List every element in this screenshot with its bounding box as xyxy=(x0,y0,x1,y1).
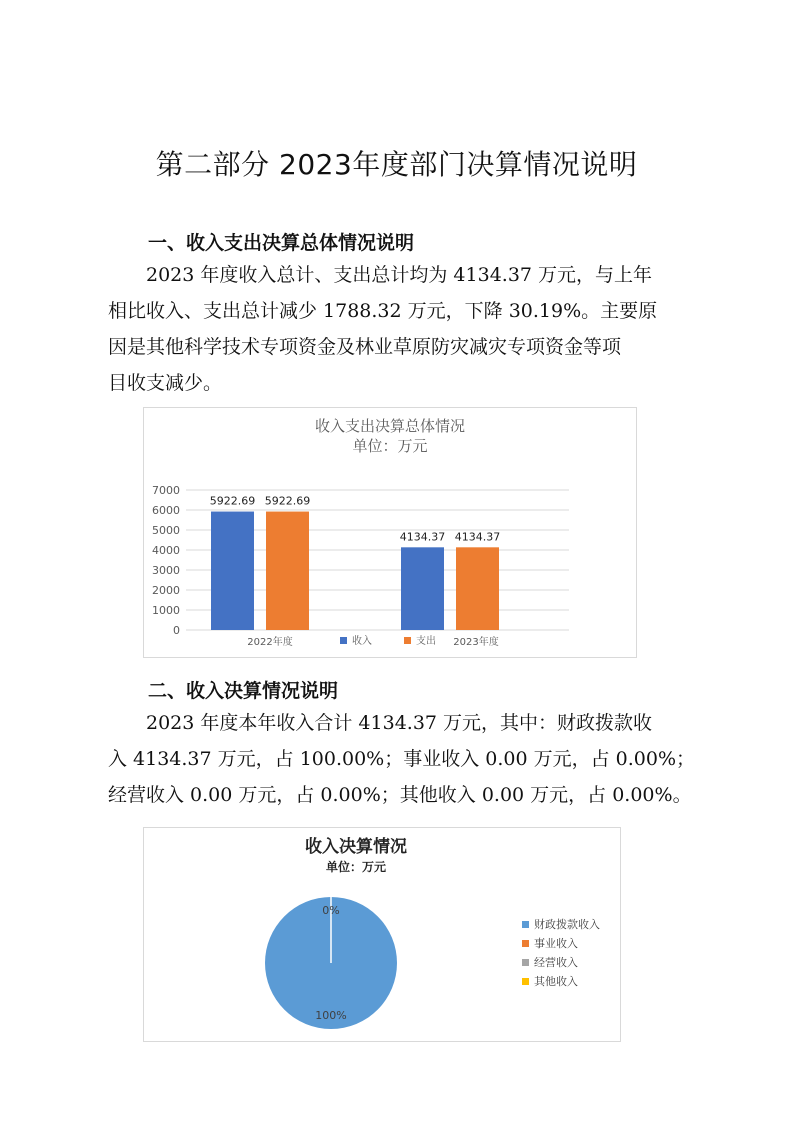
data-label: 4134.37 xyxy=(399,530,446,544)
paragraph-line: 目收支减少。 xyxy=(108,372,223,394)
legend-swatch xyxy=(522,959,529,966)
data-label: 5922.69 xyxy=(209,494,256,508)
bar xyxy=(456,547,499,630)
data-label: 5922.69 xyxy=(264,494,311,508)
bar xyxy=(401,547,444,630)
bar-chart xyxy=(144,408,636,657)
data-label: 4134.37 xyxy=(454,530,501,544)
legend-label: 财政拨款收入 xyxy=(534,918,600,931)
paragraph-line: 入 4134.37 万元，占 100.00%；事业收入 0.00 万元，占 0.00%； xyxy=(108,748,696,770)
section2-paragraph xyxy=(108,705,696,813)
legend-label: 其他收入 xyxy=(534,975,578,988)
pie-slices xyxy=(265,897,397,1029)
x-tick-label: 2022年度 xyxy=(247,637,293,648)
y-tick-label: 4000 xyxy=(152,544,180,557)
legend-label: 经营收入 xyxy=(534,956,578,969)
paragraph-line: 2023 年度本年收入合计 4134.37 万元，其中：财政拨款收 xyxy=(108,712,653,734)
section2-heading: 二、收入决算情况说明 xyxy=(148,680,339,702)
data-label: 100% xyxy=(315,1009,347,1022)
pie-chart xyxy=(144,828,620,1041)
bar-chart-container xyxy=(143,407,637,658)
data-label: 0% xyxy=(322,904,340,917)
paragraph-line: 经营收入 0.00 万元，占 0.00%；其他收入 0.00 万元，占 0.00%。 xyxy=(108,784,692,806)
x-tick-label: 2023年度 xyxy=(453,637,499,648)
chart-title: 收入决算情况 xyxy=(305,837,407,857)
legend-label: 事业收入 xyxy=(534,937,578,950)
y-tick-label: 3000 xyxy=(152,564,180,577)
y-tick-label: 6000 xyxy=(152,504,180,517)
bar xyxy=(266,512,309,630)
chart-subtitle: 单位：万元 xyxy=(352,437,428,455)
y-tick-label: 5000 xyxy=(152,524,180,537)
legend-swatch-expense xyxy=(404,637,411,644)
bar xyxy=(211,512,254,630)
y-tick-label: 0 xyxy=(173,624,180,637)
section1-heading: 一、收入支出决算总体情况说明 xyxy=(148,232,415,254)
legend-swatch xyxy=(522,921,529,928)
paragraph-line: 因是其他科学技术专项资金及林业草原防灾减灾专项资金等项 xyxy=(108,336,622,358)
legend-label-expense: 支出 xyxy=(416,636,436,647)
page-title: 第二部分 2023年度部门决算情况说明 xyxy=(155,148,638,181)
legend-swatch xyxy=(522,978,529,985)
y-tick-label: 2000 xyxy=(152,584,180,597)
paragraph-line: 2023 年度收入总计、支出总计均为 4134.37 万元，与上年 xyxy=(108,264,653,286)
legend-label-income: 收入 xyxy=(352,636,372,647)
legend xyxy=(522,917,600,988)
paragraph-line: 相比收入、支出总计减少 1788.32 万元，下降 30.19%。主要原 xyxy=(108,300,658,322)
legend-swatch xyxy=(522,940,529,947)
section1-paragraph xyxy=(108,257,688,401)
bars xyxy=(210,495,501,648)
chart-title: 收入支出决算总体情况 xyxy=(314,417,466,435)
chart-subtitle: 单位：万元 xyxy=(325,860,387,874)
y-tick-label: 7000 xyxy=(152,484,180,497)
legend-swatch-income xyxy=(340,637,347,644)
pie-chart-container xyxy=(143,827,621,1042)
y-tick-label: 1000 xyxy=(152,604,180,617)
